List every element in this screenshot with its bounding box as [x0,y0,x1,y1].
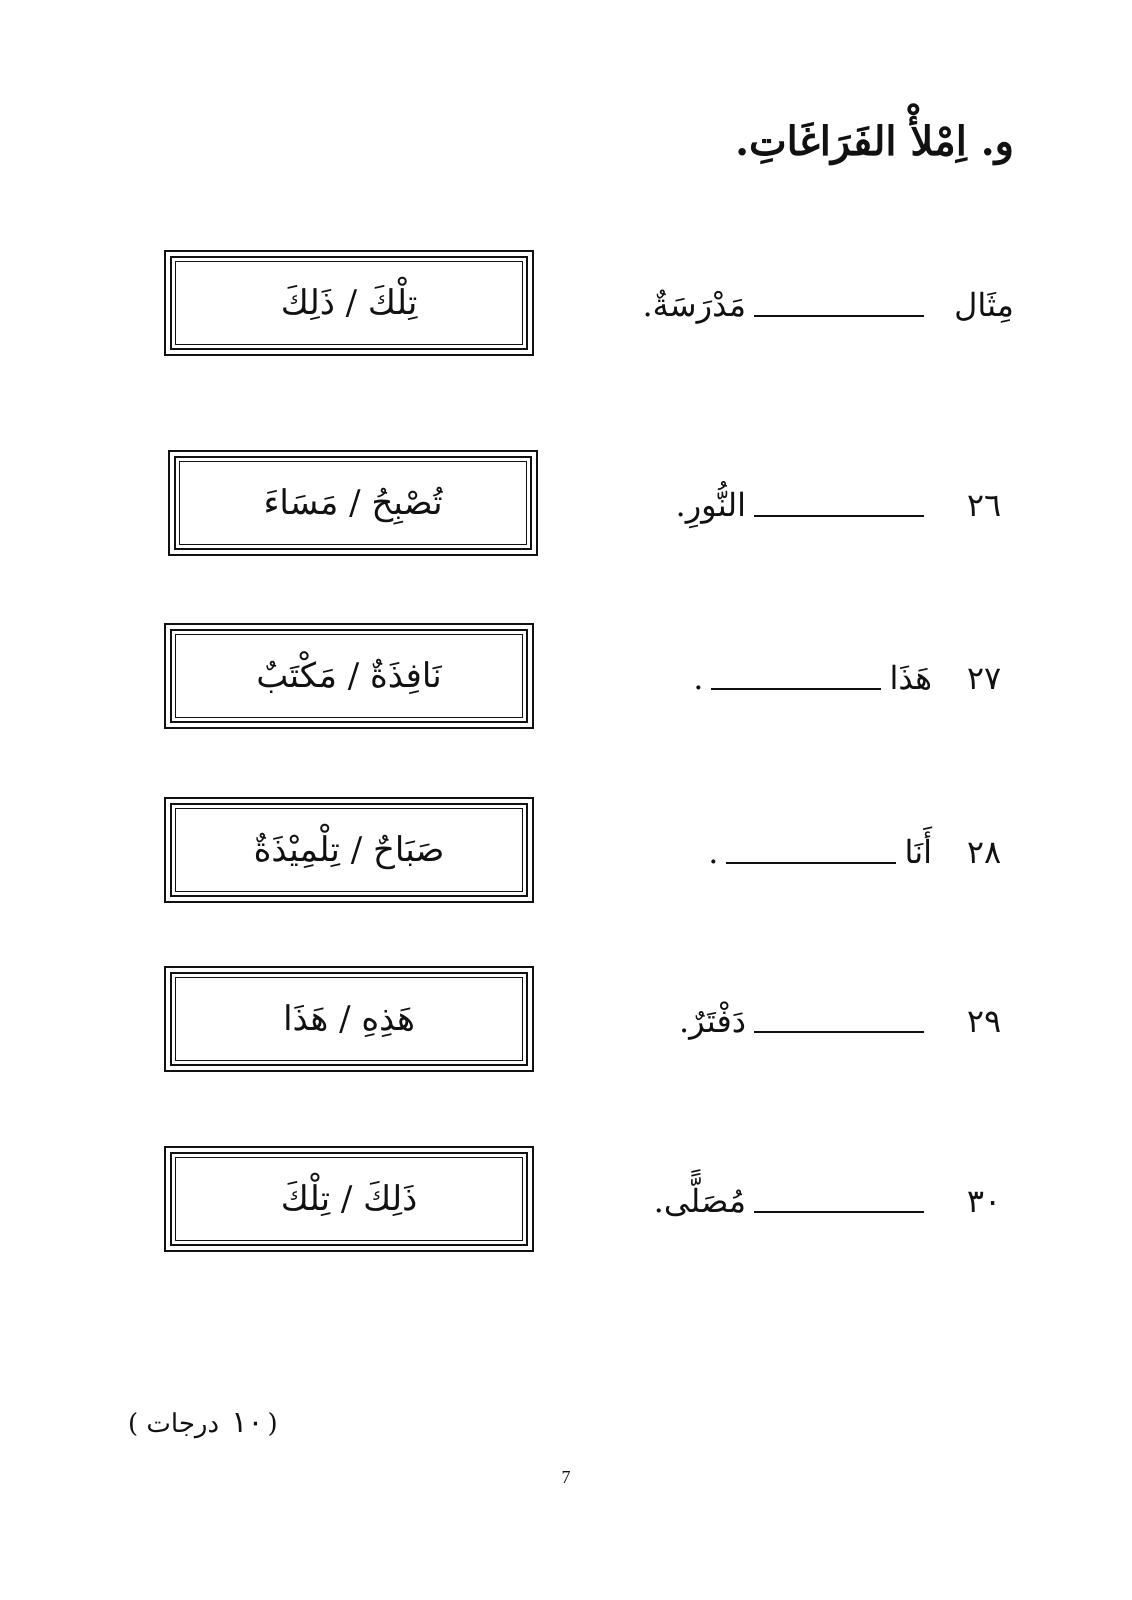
sentence [614,1146,1014,1256]
exercise-row-29 [0,966,1132,1076]
answer-blank[interactable] [726,840,896,864]
item-label: ٣٠ [966,1182,1002,1220]
sentence [614,966,1014,1076]
item-label: ٢٦ [966,486,1002,524]
word-before-blank: أَنَا [904,833,932,871]
choices-text: تُصْبِحُ / مَسَاءَ [179,461,527,545]
item-label: ٢٨ [966,833,1002,871]
word-before-blank: هَذَا [889,659,932,697]
sentence [614,250,1014,360]
choices-text: ذَلِكَ / تِلْكَ [175,1157,523,1241]
choices-box [164,1146,534,1252]
word-after-blank: دَفْتَرٌ. [678,1002,746,1040]
word-after-blank: مُصَلًّى. [653,1182,746,1220]
word-after-blank: . [708,833,719,871]
choices-box [164,966,534,1072]
item-label: مِثَال [954,286,1014,324]
marks-text: درجات [146,1409,220,1439]
marks-note [128,1405,278,1440]
choices-text: تِلْكَ / ذَلِكَ [175,261,523,345]
answer-blank[interactable] [754,293,924,317]
page-number: 7 [561,1467,571,1487]
choices-text: هَذِهِ / هَذَا [175,977,523,1061]
choices-box [164,797,534,903]
choices-text: نَافِذَةٌ / مَكْتَبٌ [175,634,523,718]
word-after-blank: . [693,659,704,697]
item-label: ٢٧ [966,659,1002,697]
choices-box [168,450,538,556]
item-label: ٢٩ [966,1002,1002,1040]
choices-text: صَبَاحٌ / تِلْمِيْذَةٌ [175,808,523,892]
exercise-row-example [0,250,1132,360]
marks-open-paren: ( [267,1409,278,1439]
exercise-row-28 [0,797,1132,907]
sentence [614,797,1014,907]
choices-box [164,250,534,356]
answer-blank[interactable] [754,493,924,517]
marks-number: ١٠ [231,1405,264,1440]
word-after-blank: النُّورِ. [675,486,746,524]
word-after-blank: مَدْرَسَةٌ. [642,286,746,324]
answer-blank[interactable] [711,666,881,690]
choices-box [164,623,534,729]
answer-blank[interactable] [754,1009,924,1033]
exercise-row-30 [0,1146,1132,1256]
answer-blank[interactable] [754,1189,924,1213]
marks-close-paren: ) [128,1409,139,1439]
sentence [614,450,1014,560]
section-title: و. اِمْلأْ الفَرَاغَاتِ. [735,118,1014,165]
exercise-row-26 [0,450,1132,560]
exercise-row-27 [0,623,1132,733]
sentence [614,623,1014,733]
